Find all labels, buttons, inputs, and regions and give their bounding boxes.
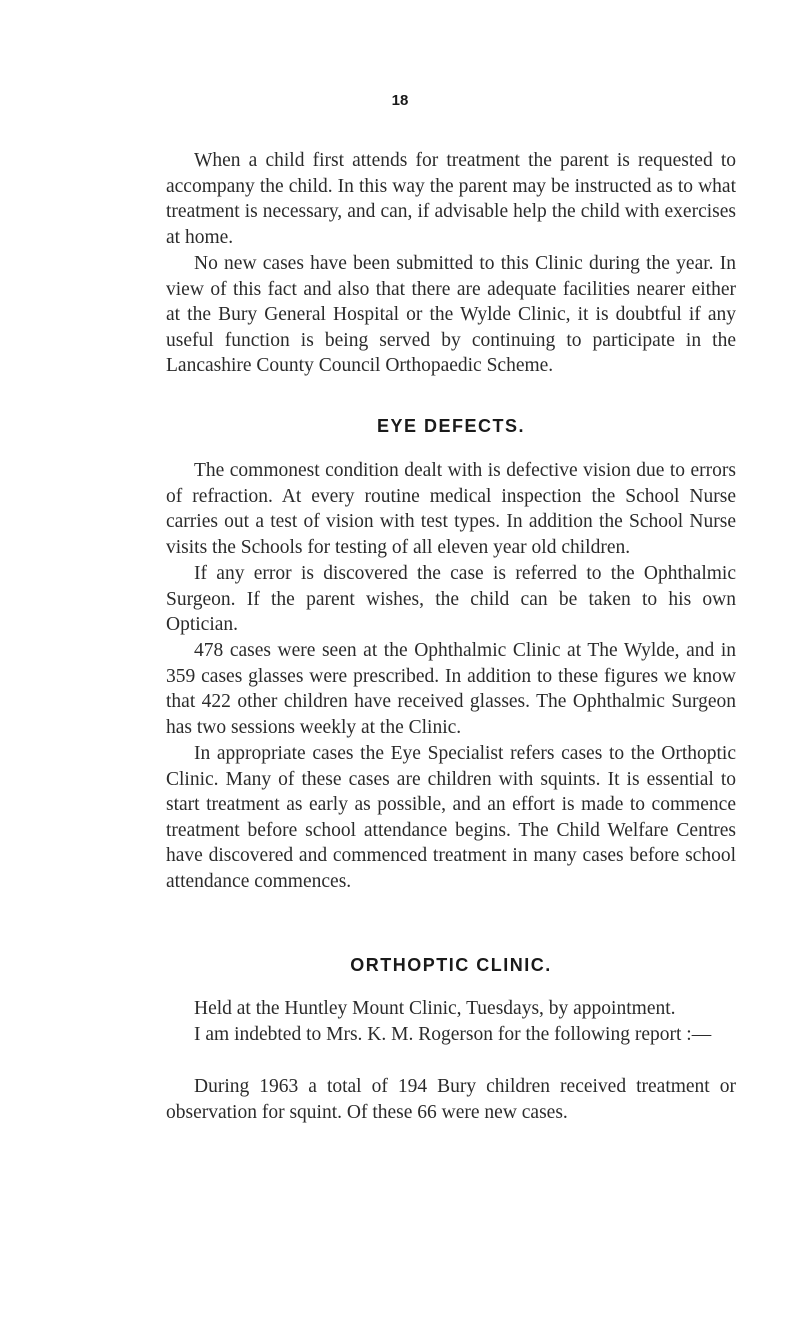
eye-defects-paragraph-1: The commonest condition dealt with is defective vision due to errors of refraction. At every routine medical inspection the School Nurse carries out a test of vision with test types. In addition the School Nurse visits the Schools for testing of all eleven year old children.: [166, 460, 736, 558]
page-number: 18: [391, 92, 409, 109]
intro-paragraph-1: When a child first attends for treatment the parent is requested to accompany the child. In this way the parent may be instructed as to what treatment is necessary, and can, if advisable help the child with exercises at home.: [166, 150, 736, 248]
eye-defects-paragraph-2: If any error is discovered the case is referred to the Ophthalmic Surgeon. If the parent wishes, the child can be taken to his own Optician.: [166, 563, 736, 635]
orthoptic-paragraph-3: During 1963 a total of 194 Bury children received treatment or observation for squint. Of these 66 were new cases.: [166, 1076, 736, 1123]
eye-defects-heading: EYE DEFECTS.: [376, 416, 526, 436]
intro-paragraph-2: No new cases have been submitted to this Clinic during the year. In view of this fact and also that there are adequate facilities nearer either at the Bury General Hospital or the Wylde Clinic, it is doubtful if any useful function is being served by continuing to participate in the Lancashire County Council Orthopaedic Scheme.: [166, 253, 736, 376]
orthoptic-clinic-heading: ORTHOPTIC CLINIC.: [350, 955, 552, 975]
orthoptic-paragraph-2: I am indebted to Mrs. K. M. Rogerson for the following report :—: [194, 1024, 712, 1045]
eye-defects-section-2: [166, 561, 736, 638]
orthoptic-section: [166, 996, 736, 1022]
intro-section: [166, 148, 736, 250]
orthoptic-section-3: [166, 1074, 736, 1125]
eye-defects-paragraph-4: In appropriate cases the Eye Specialist refers cases to the Orthoptic Clinic. Many of these cases are children with squints. It is essential to start treatment as early as possible, and an effort is made to commence treatment before school attendance begins. The Child Welfare Centres have discovered and commenced treatment in many cases before school attendance commences.: [166, 743, 736, 892]
eye-defects-paragraph-3: 478 cases were seen at the Ophthalmic Clinic at The Wylde, and in 359 cases glasses were prescribed. In addition to these figures we know that 422 other children have received glasses. The Ophthalmic Surgeon has two sessions weekly at the Clinic.: [166, 640, 736, 738]
orthoptic-section-2: [166, 1022, 736, 1048]
eye-defects-section-3: [166, 638, 736, 740]
orthoptic-paragraph-1: Held at the Huntley Mount Clinic, Tuesdays, by appointment.: [194, 998, 676, 1019]
intro-section-2: [166, 251, 736, 379]
eye-defects-section: [166, 458, 736, 560]
eye-defects-section-4: [166, 741, 736, 894]
